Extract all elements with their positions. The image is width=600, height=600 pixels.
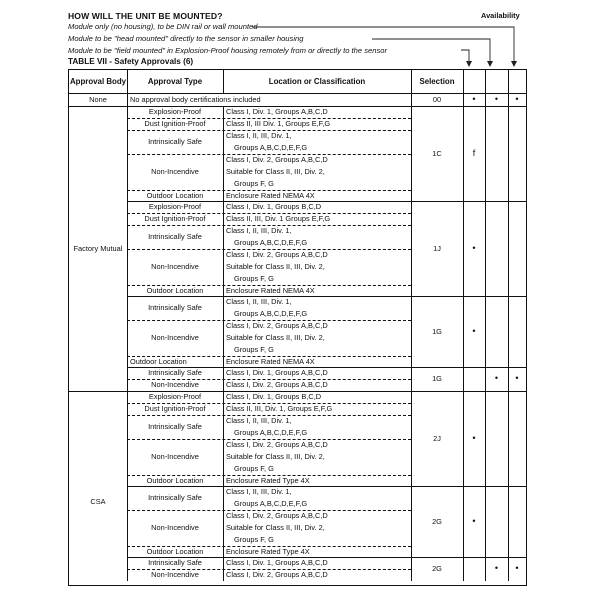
location-line: Class I, Div. 1, Groups A,B,C,D [226, 368, 328, 377]
selection-code[interactable]: 1G [432, 374, 442, 384]
location-cell [223, 296, 411, 320]
availability-mark [463, 367, 485, 391]
location-line: Suitable for Class II, III, Div. 2, [226, 167, 325, 176]
approval-type-cell: Non-Incendive [151, 262, 199, 272]
column-divider [463, 70, 464, 581]
location-line: Suitable for Class II, III, Div. 2, [226, 523, 325, 532]
location-cell [223, 403, 411, 415]
approval-type-cell: Intrinsically Safe [148, 303, 202, 313]
location-line: Class II, III, Div. 1, Groups E,F,G [226, 404, 333, 413]
location-cell [223, 415, 411, 439]
location-line: Groups F, G [234, 464, 274, 473]
approval-type-cell: Outdoor Location [146, 475, 204, 485]
location-cell [223, 569, 411, 581]
availability-mark: • [515, 563, 519, 574]
availability-mark [485, 296, 508, 367]
location-line: Class I, II, III, Div. 1, [226, 131, 292, 140]
approval-type-cell: Intrinsically Safe [148, 232, 202, 242]
location-line: Enclosure Rated NEMA 4X [226, 356, 315, 366]
location-cell [223, 118, 411, 130]
arrow-connector-3 [461, 50, 469, 63]
location-line: Class I, Div. 1, Groups A,B,C,D [226, 107, 328, 116]
approval-type-cell: Intrinsically Safe [148, 368, 202, 378]
column-divider [127, 106, 128, 581]
location-cell [223, 391, 411, 403]
location-line: Groups F, G [234, 345, 274, 354]
location-line: Class II, III, Div. 1 Groups E,F,G [226, 214, 331, 223]
arrow-connector-1 [252, 27, 514, 63]
availability-mark: • [472, 93, 476, 104]
approval-type-cell: Non-Incendive [151, 333, 199, 343]
selection-code[interactable]: 2J [433, 433, 441, 443]
location-cell [223, 285, 411, 296]
arrow-head-3-icon [466, 61, 472, 67]
mount-option-field-mounted: Module to be "field mounted" in Explosion-Proof housing remotely from or directly to the sensor [68, 46, 388, 55]
availability-mark [508, 296, 526, 367]
availability-mark [463, 557, 485, 581]
column-divider [223, 106, 224, 581]
approval-type-cell: Intrinsically Safe [148, 493, 202, 503]
availability-mark: • [472, 515, 476, 526]
approval-type-cell: Non-Incendive [151, 380, 199, 390]
location-line: Class I, Div. 2, Groups A,B,C,D [226, 250, 328, 259]
location-line: Class I, Div. 1, Groups B,C,D [226, 392, 322, 401]
location-line: Groups A,B,C,D,E,F,G [234, 428, 308, 437]
column-divider [127, 70, 128, 93]
location-cell [223, 379, 411, 391]
column-divider [223, 70, 224, 93]
approval-type-cell: Explosion-Proof [148, 392, 202, 402]
mounting-question-heading: HOW WILL THE UNIT BE MOUNTED? [68, 11, 223, 21]
availability-mark: f [472, 147, 476, 158]
location-cell [223, 367, 411, 379]
approval-type-cell: Non-Incendive [151, 452, 199, 462]
approval-type-cell: Outdoor Location [130, 356, 187, 366]
location-line: Class II, III Div. 1, Groups E,F,G [226, 119, 331, 128]
header-location: Location or Classification [268, 76, 366, 86]
approval-type-cell: Dust Ignition-Proof [144, 119, 206, 129]
selection-code[interactable]: 00 [432, 94, 442, 104]
arrow-connector-2 [372, 39, 490, 63]
selection-code[interactable]: 1J [433, 243, 441, 253]
location-line: Enclosure Rated Type 4X [226, 475, 310, 485]
location-cell [223, 486, 411, 510]
location-line: Enclosure Rated NEMA 4X [226, 190, 315, 200]
location-line: Class I, Div. 1, Groups A,B,C,D [226, 558, 328, 567]
availability-mark [485, 391, 508, 486]
location-line: Class I, Div. 2, Groups A,B,C,D [226, 321, 328, 330]
location-line: Class I, Div. 2, Groups A,B,C,D [226, 440, 328, 449]
location-line: Groups A,B,C,D,E,F,G [234, 499, 308, 508]
arrow-head-2-icon [487, 61, 493, 67]
location-cell [223, 475, 411, 486]
availability-mark [508, 391, 526, 486]
approval-type-cell: Non-Incendive [151, 167, 199, 177]
location-line: Suitable for Class II, III, Div. 2, [226, 333, 325, 342]
approval-type-cell: Dust Ignition-Proof [144, 404, 206, 414]
location-line: Class I, Div. 2, Groups A,B,C,D [226, 570, 328, 579]
approval-type-cell: Non-Incendive [151, 523, 199, 533]
header-approval-body: Approval Body [69, 76, 127, 86]
header-approval-type: Approval Type [147, 76, 203, 86]
location-cell [223, 213, 411, 225]
location-line: Class I, Div. 1, Groups B,C,D [226, 202, 322, 211]
availability-mark [485, 486, 508, 557]
column-divider [508, 70, 509, 581]
location-line: Class I, Div. 2, Groups A,B,C,D [226, 511, 328, 520]
approval-type-cell: Dust Ignition-Proof [144, 214, 206, 224]
approval-type-cell: Non-Incendive [151, 570, 199, 580]
selection-code[interactable]: 1C [432, 148, 442, 158]
table-title: TABLE VII - Safety Approvals (6) [68, 57, 194, 66]
location-line: Suitable for Class II, III, Div. 2, [226, 262, 325, 271]
approval-type-cell: Intrinsically Safe [148, 137, 202, 147]
location-cell [223, 546, 411, 557]
location-line: Groups A,B,C,D,E,F,G [234, 309, 308, 318]
location-line: Suitable for Class II, III, Div. 2, [226, 452, 325, 461]
column-divider [411, 70, 412, 581]
location-line: Class I, II, III, Div. 1, [226, 297, 292, 306]
availability-mark [485, 106, 508, 201]
location-line: Groups A,B,C,D,E,F,G [234, 238, 308, 247]
location-cell [223, 249, 411, 285]
availability-mark: • [515, 373, 519, 384]
arrow-head-1-icon [511, 61, 517, 67]
availability-mark [508, 106, 526, 201]
column-divider [127, 93, 128, 106]
location-line: Enclosure Rated NEMA 4X [226, 285, 315, 295]
approval-type-cell: Intrinsically Safe [148, 422, 202, 432]
location-line: Class I, Div. 2, Groups A,B,C,D [226, 155, 328, 164]
location-cell [223, 130, 411, 154]
location-line: Groups A,B,C,D,E,F,G [234, 143, 308, 152]
approval-body-cell: CSA [90, 496, 106, 506]
location-line: Class I, Div. 2, Groups A,B,C,D [226, 380, 328, 389]
location-cell [223, 106, 411, 118]
location-cell [223, 510, 411, 546]
approval-type-cell: Outdoor Location [146, 285, 204, 295]
approval-type-cell: Explosion-Proof [148, 202, 202, 212]
location-line: Class I, II, III, Div. 1, [226, 226, 292, 235]
location-cell [223, 439, 411, 475]
location-line: Class I, II, III, Div. 1, [226, 487, 292, 496]
none-approval-body: None [89, 94, 107, 104]
availability-mark [508, 486, 526, 557]
approval-type-cell: Explosion-Proof [148, 107, 202, 117]
availability-mark: • [515, 93, 519, 104]
header-selection: Selection [419, 76, 455, 86]
location-line: Class I, II, III, Div. 1, [226, 416, 292, 425]
availability-mark: • [494, 373, 499, 384]
mount-option-din-rail: Module only (no housing), to be DIN rail or wall mounted [68, 22, 258, 31]
location-cell [223, 356, 411, 367]
location-line: Groups F, G [234, 179, 274, 188]
availability-mark: • [494, 93, 499, 104]
location-cell [223, 320, 411, 356]
approval-body-cell: Factory Mutual [73, 244, 123, 253]
location-cell [223, 201, 411, 213]
availability-mark [508, 201, 526, 296]
none-description: No approval body certifications included [130, 94, 261, 104]
selection-code[interactable]: 1G [432, 326, 442, 336]
mount-option-head-mounted: Module to be "head mounted" directly to the sensor in smaller housing [68, 34, 304, 43]
selection-code[interactable]: 2G [432, 516, 442, 526]
column-divider [485, 70, 486, 581]
availability-mark [485, 201, 508, 296]
availability-mark: • [494, 563, 499, 574]
location-cell [223, 190, 411, 201]
safety-approvals-table [68, 69, 527, 586]
location-line: Enclosure Rated Type 4X [226, 546, 310, 556]
availability-heading: Availability [481, 11, 520, 20]
selection-code[interactable]: 2G [432, 564, 442, 574]
availability-mark: • [472, 325, 476, 336]
location-cell [223, 225, 411, 249]
availability-mark: • [472, 432, 476, 443]
approval-type-cell: Outdoor Location [146, 190, 204, 200]
approval-type-cell: Outdoor Location [146, 546, 204, 556]
location-line: Groups F, G [234, 274, 274, 283]
location-line: Groups F, G [234, 535, 274, 544]
approval-type-cell: Intrinsically Safe [148, 558, 202, 568]
location-cell [223, 154, 411, 190]
location-cell [223, 557, 411, 569]
availability-mark: • [472, 242, 476, 253]
